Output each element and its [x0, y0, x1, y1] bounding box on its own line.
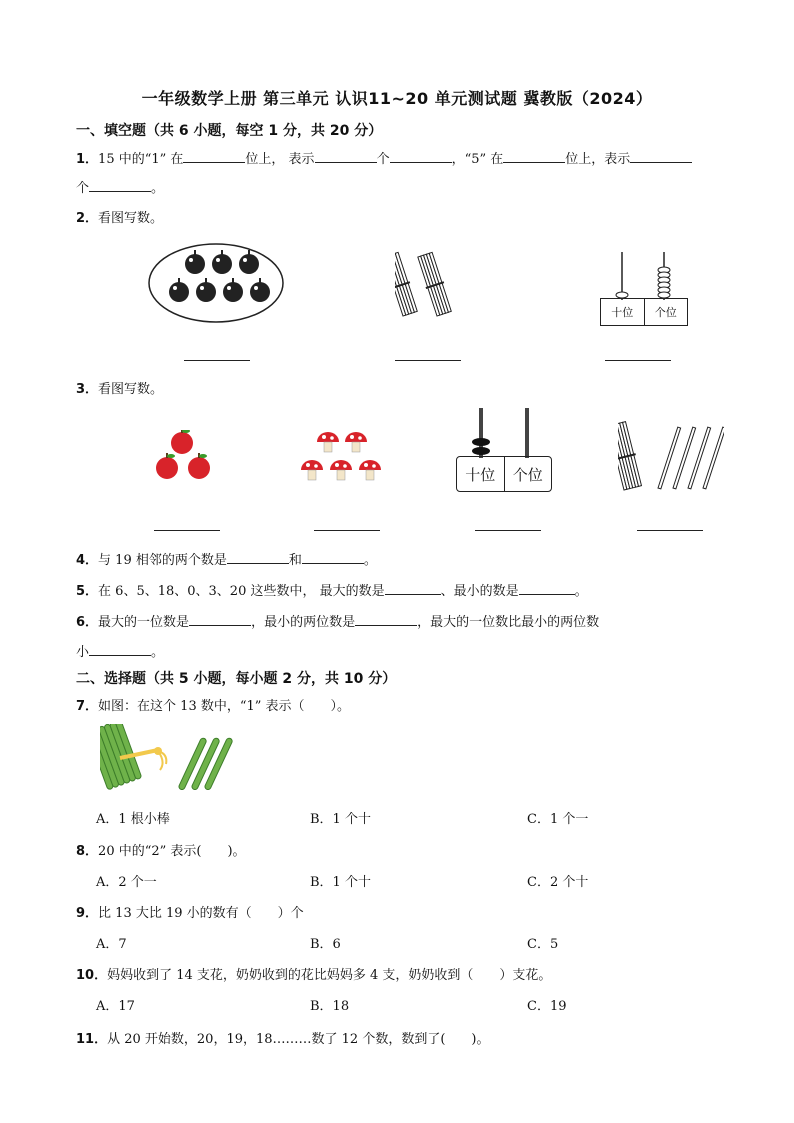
- answer-blank[interactable]: [189, 613, 251, 626]
- question-number: 7．: [76, 699, 99, 714]
- abacus-small: [600, 252, 688, 326]
- text: 15 中的“1” 在: [98, 152, 184, 167]
- question-5: [76, 580, 588, 599]
- question-number: 8．: [76, 844, 99, 859]
- q7-option-b[interactable]: B．1 个十: [310, 812, 371, 827]
- apples-oval-image: [147, 242, 285, 324]
- text: 。: [151, 645, 165, 660]
- abacus-small-rods: [600, 252, 688, 300]
- text: 最大的一位数是: [98, 615, 190, 630]
- text: 与 19 相邻的两个数是: [98, 553, 227, 568]
- text: 小: [76, 645, 90, 660]
- question-number: 1．: [76, 152, 99, 167]
- text: ，最小的两位数是: [251, 615, 356, 630]
- answer-line[interactable]: [637, 530, 703, 531]
- stick-bundles-image: [395, 246, 475, 322]
- answer-blank[interactable]: [89, 179, 151, 192]
- question-1-line-2: [76, 177, 164, 196]
- answer-blank[interactable]: [315, 150, 377, 163]
- q8-option-a[interactable]: A．2 个一: [96, 875, 157, 890]
- text: 个: [76, 181, 90, 196]
- text: 如图：在这个 13 数中，“1” 表示（ ）。: [98, 699, 351, 714]
- answer-blank[interactable]: [385, 582, 441, 595]
- q7-option-c[interactable]: C．1 个一: [527, 812, 589, 827]
- answer-line[interactable]: [314, 530, 380, 531]
- q8-option-b[interactable]: B．1 个十: [310, 875, 371, 890]
- question-number: 9．: [76, 906, 99, 921]
- text: 20 中的“2” 表示( )。: [98, 844, 246, 859]
- section-choice-title: 二、选择题（共 5 小题，每小题 2 分，共 10 分）: [76, 671, 397, 687]
- question-2: [76, 207, 163, 226]
- answer-blank[interactable]: [183, 150, 245, 163]
- answer-blank[interactable]: [630, 150, 692, 163]
- text: 在 6、5、18、0、3、20 这些数中， 最大的数是: [98, 584, 385, 599]
- question-7: [76, 695, 350, 714]
- text: 个: [376, 152, 390, 167]
- question-8: [76, 840, 246, 859]
- answer-blank[interactable]: [227, 551, 289, 564]
- abacus-big: [456, 408, 552, 494]
- text: 位上， 表示: [245, 152, 315, 167]
- text: 和: [288, 553, 302, 568]
- question-number: 3．: [76, 382, 99, 397]
- abacus-small-ones-label: 个位: [654, 306, 677, 319]
- question-9: [76, 902, 304, 921]
- question-10: [76, 964, 551, 983]
- green-sticks-image: [100, 724, 240, 794]
- text: 。: [151, 181, 165, 196]
- abacus-big-ones-label: 个位: [512, 465, 543, 484]
- q9-option-b[interactable]: B．6: [310, 937, 341, 952]
- abacus-small-tens-label: 十位: [601, 299, 645, 325]
- answer-blank[interactable]: [503, 150, 565, 163]
- q9-option-c[interactable]: C．5: [527, 937, 559, 952]
- text: ，最大的一位数比最小的两位数: [417, 615, 600, 630]
- q10-option-b[interactable]: B．18: [310, 999, 350, 1014]
- text: ，“5” 在: [451, 152, 504, 167]
- bundle-and-sticks-image: [618, 420, 724, 494]
- text: 位上，表示: [565, 152, 631, 167]
- abacus-big-tens-label: 十位: [457, 457, 505, 491]
- answer-blank[interactable]: [519, 582, 575, 595]
- text: 妈妈收到了 14 支花，奶奶收到的花比妈妈多 4 支，奶奶收到（ ）支花。: [107, 968, 552, 983]
- question-11: [76, 1028, 489, 1047]
- text: 。: [574, 584, 588, 599]
- text: 。: [363, 553, 377, 568]
- answer-blank[interactable]: [355, 613, 417, 626]
- page-title: 一年级数学上册 第三单元 认识11~20 单元测试题 冀教版（2024）: [141, 89, 653, 108]
- question-number: 10．: [76, 968, 108, 983]
- red-apples-image: [152, 430, 218, 482]
- answer-line[interactable]: [395, 360, 461, 361]
- section-fill-in-title: 一、填空题（共 6 小题，每空 1 分，共 20 分）: [76, 123, 383, 139]
- question-number: 6．: [76, 615, 99, 630]
- mushrooms-image: [300, 428, 384, 486]
- answer-line[interactable]: [605, 360, 671, 361]
- text: 比 13 大比 19 小的数有（ ）个: [98, 906, 304, 921]
- abacus-small-base: [600, 298, 688, 326]
- text: 看图写数。: [98, 382, 164, 397]
- q10-option-a[interactable]: A．17: [96, 999, 135, 1014]
- q7-option-a[interactable]: A．1 根小棒: [96, 812, 170, 827]
- answer-blank[interactable]: [89, 643, 151, 656]
- question-6-line-1: [76, 611, 599, 630]
- answer-blank[interactable]: [302, 551, 364, 564]
- text: 看图写数。: [98, 211, 164, 226]
- question-4: [76, 549, 377, 568]
- question-number: 5．: [76, 584, 99, 599]
- q9-option-a[interactable]: A．7: [96, 937, 127, 952]
- question-number: 2．: [76, 211, 99, 226]
- answer-blank[interactable]: [390, 150, 452, 163]
- text: 、最小的数是: [440, 584, 519, 599]
- q10-option-c[interactable]: C．19: [527, 999, 567, 1014]
- text: 从 20 开始数，20，19，18………数了 12 个数，数到了( )。: [107, 1032, 490, 1047]
- q8-option-c[interactable]: C．2 个十: [527, 875, 589, 890]
- question-6-line-2: [76, 641, 164, 660]
- answer-line[interactable]: [475, 530, 541, 531]
- abacus-big-base: [456, 456, 552, 492]
- answer-line[interactable]: [154, 530, 220, 531]
- answer-line[interactable]: [184, 360, 250, 361]
- question-number: 11．: [76, 1032, 108, 1047]
- question-3: [76, 378, 163, 397]
- question-1-line-1: [76, 148, 692, 167]
- question-number: 4．: [76, 553, 99, 568]
- abacus-big-rods: [456, 408, 552, 458]
